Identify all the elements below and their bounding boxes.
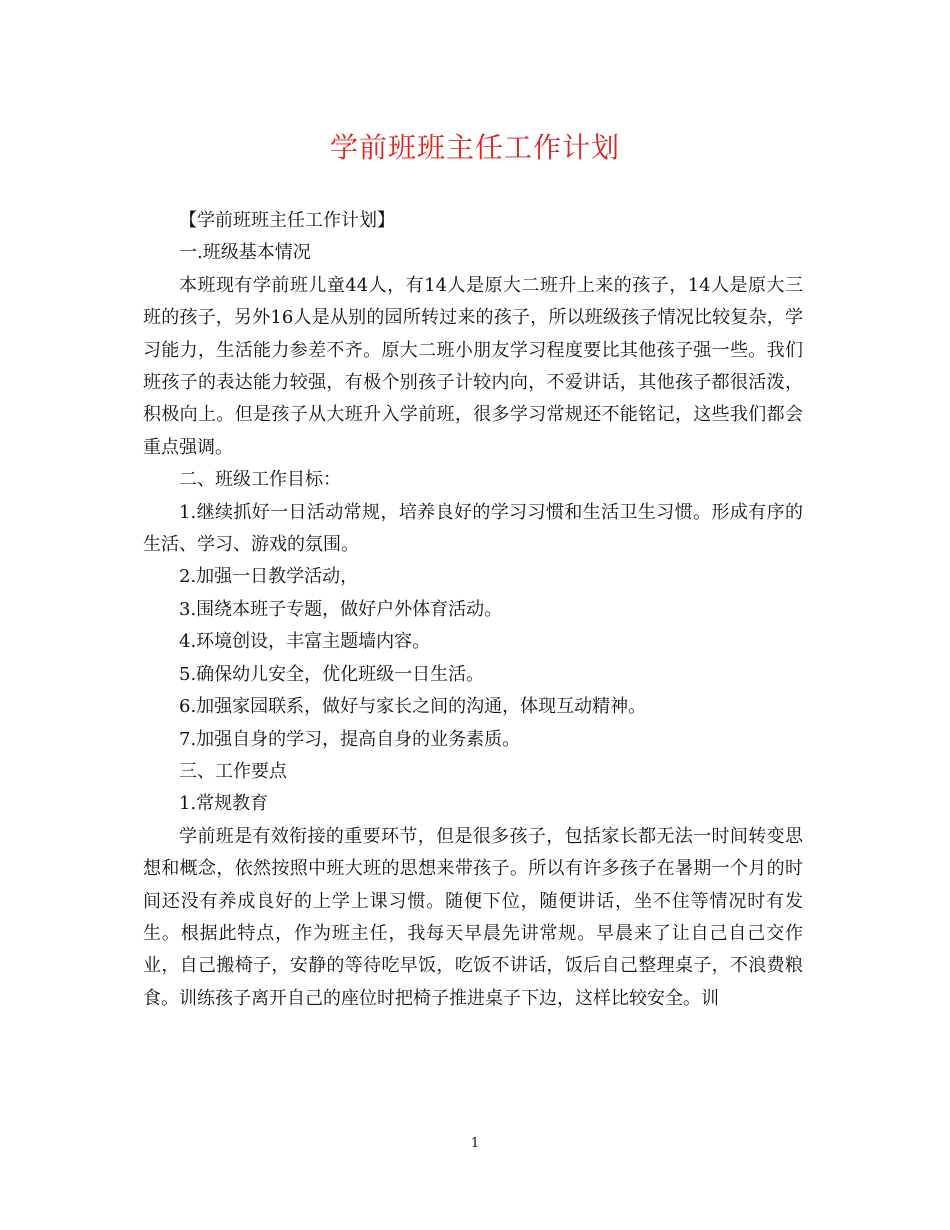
goal-item-2: 2.加强一日教学活动， bbox=[179, 566, 359, 588]
goal-item-7: 7.加强自身的学习，提高自身的业务素质。 bbox=[179, 728, 521, 750]
page-number: 1 bbox=[470, 1136, 480, 1151]
paragraph-heading: 【学前班班主任工作计划】 bbox=[179, 210, 395, 231]
document-title: 学前班班主任工作计划 bbox=[329, 131, 620, 164]
goal-item-3: 3.围绕本班子专题，做好户外体育活动。 bbox=[179, 598, 503, 620]
goal-item-4: 4.环境创设，丰富主题墙内容。 bbox=[179, 631, 431, 653]
document-body bbox=[143, 205, 803, 1015]
section-heading-1: 一.班级基本情况 bbox=[179, 242, 311, 264]
paragraph-routine-education: 学前班是有效衔接的重要环节，但是很多孩子，包括家长都无法一时间转变思想和概念，依然按照中班大班的思想来带孩子。所以有许多孩子在暑期一个月的时间还没有养成良好的上学上课习惯。随便下位，随便讲话，坐不住等情况时有发生。根据此特点，作为班主任，我每天早晨先讲常规。早晨来了让自己自己交作业，自己搬椅子，安静的等待吃早饭，吃饭不讲话，饭后自己整理桌子，不浪费粮食。训练孩子离开自己的座位时把椅子推进桌子下边，这样比较安全。训 bbox=[143, 825, 803, 1009]
goal-item-5: 5.确保幼儿安全，优化班级一日生活。 bbox=[179, 663, 485, 685]
paragraph-class-situation: 本班现有学前班儿童44人，有14人是原大二班升上来的孩子，14人是原大三班的孩子，另外16人是从别的园所转过来的孩子，所以班级孩子情况比较复杂，学习能力，生活能力参差不齐。原大二班小朋友学习程度要比其他孩子强一些。我们班孩子的表达能力较强，有极个别孩子计较内向，不爱讲话，其他孩子都很活泼，积极向上。但是孩子从大班升入学前班，很多学习常规还不能铭记，这些我们都会重点强调。 bbox=[143, 274, 803, 458]
subsection-heading-routine: 1.常规教育 bbox=[179, 793, 269, 815]
goal-item-6: 6.加强家园联系，做好与家长之间的沟通，体现互动精神。 bbox=[179, 696, 647, 718]
goal-item-1: 1.继续抓好一日活动常规，培养良好的学习习惯和生活卫生习惯。形成有序的生活、学习、游戏的氛围。 bbox=[143, 501, 803, 556]
section-heading-2: 二、班级工作目标： bbox=[179, 469, 341, 491]
section-heading-3: 三、工作要点 bbox=[179, 760, 287, 782]
